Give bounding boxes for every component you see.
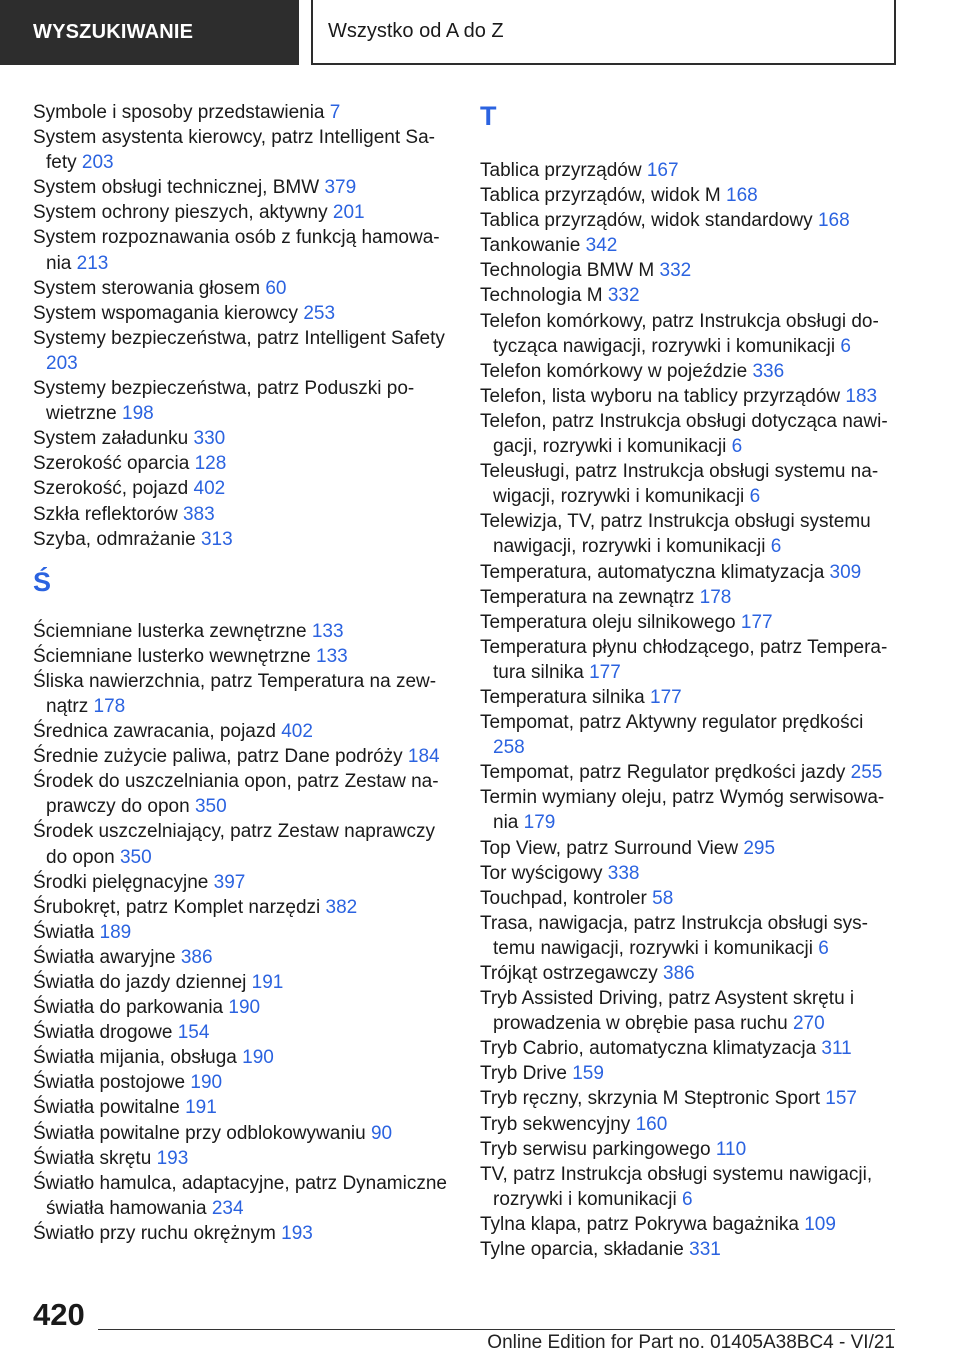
index-entry-text: Temperatura silnika xyxy=(480,686,645,708)
index-entry xyxy=(480,309,900,359)
index-entry xyxy=(480,384,900,409)
index-entry-text: Trójkąt ostrzegawczy xyxy=(480,963,658,984)
page-reference-link[interactable]: 6 xyxy=(818,937,829,959)
index-entry-text: Światła awaryjne xyxy=(33,946,176,968)
index-entry-text: Temperatura oleju silnikowego xyxy=(480,611,736,633)
index-entry xyxy=(480,359,900,384)
index-entry xyxy=(33,819,448,869)
index-entry xyxy=(480,1086,900,1111)
page-reference-link[interactable]: 350 xyxy=(119,846,152,868)
index-entry-text: Tryb sekwencyjny xyxy=(480,1113,631,1135)
page-reference-link[interactable]: 402 xyxy=(281,721,313,743)
index-entry xyxy=(480,585,900,610)
index-entry xyxy=(33,125,448,175)
index-entry-text: Symbole i sposoby przedstawienia xyxy=(33,102,325,123)
index-entry xyxy=(480,258,900,283)
page-reference-link[interactable]: 160 xyxy=(635,1113,668,1135)
section-title-box xyxy=(311,0,896,65)
index-entry xyxy=(480,1112,900,1137)
page-reference-link[interactable]: 177 xyxy=(589,661,621,683)
index-entry-text: Tablica przyrządów, widok M xyxy=(480,185,721,207)
index-entry-text: Ściemniane lusterka zewnętrzne xyxy=(33,620,307,642)
index-entry xyxy=(33,895,448,920)
page-reference-link[interactable]: 157 xyxy=(825,1088,857,1110)
index-entry xyxy=(33,100,448,125)
index-entry xyxy=(33,920,448,945)
index-entry xyxy=(33,669,448,719)
index-entry xyxy=(480,509,900,559)
index-entry xyxy=(480,1162,900,1212)
index-entry xyxy=(33,200,448,225)
page-reference-link[interactable]: 133 xyxy=(311,620,344,642)
index-column-right xyxy=(480,100,900,1262)
index-entry-text: Tempomat, patrz Regulator prędkości jazdy xyxy=(480,762,846,784)
page-reference-link[interactable]: 178 xyxy=(93,695,126,717)
index-entry-text: System załadunku xyxy=(33,428,189,450)
index-list-s xyxy=(33,100,448,552)
page-reference-link[interactable]: 159 xyxy=(572,1063,604,1085)
page-reference-link[interactable]: 203 xyxy=(46,352,78,374)
index-entry xyxy=(480,861,900,886)
index-entry xyxy=(480,1212,900,1237)
index-entry-text: Technologia BMW M xyxy=(480,260,655,282)
index-entry-text: Trasa, nawigacja, patrz Instrukcja obsługi systemu nawigacji, rozrywki i komunikacji xyxy=(480,912,868,959)
index-entry-text: Światła do jazdy dziennej xyxy=(33,972,247,993)
page-reference-link[interactable]: 184 xyxy=(407,746,440,768)
page-reference-link[interactable]: 338 xyxy=(607,862,640,884)
index-entry-text: Światło przy ruchu okrężnym xyxy=(33,1222,276,1244)
page-reference-link[interactable]: 190 xyxy=(228,997,261,1019)
page-reference-link[interactable]: 6 xyxy=(681,1188,693,1210)
index-entry-text: Tryb serwisu parkingowego xyxy=(480,1138,711,1160)
index-list-s-acute xyxy=(33,619,448,1246)
page-reference-link[interactable]: 177 xyxy=(740,611,773,633)
index-entry-text: Światła powitalne xyxy=(33,1097,180,1119)
index-entry-text: System ochrony pieszych, aktywny xyxy=(33,202,328,224)
index-entry xyxy=(480,785,900,835)
index-entry-text: Telefon, lista wyboru na tablicy przyrządów xyxy=(480,385,841,407)
page-reference-link[interactable]: 234 xyxy=(211,1197,244,1219)
index-entry xyxy=(480,1137,900,1162)
page-reference-link[interactable]: 6 xyxy=(731,436,743,458)
page-reference-link[interactable]: 168 xyxy=(726,185,758,207)
page-number: 420 xyxy=(33,1297,85,1332)
page-reference-link[interactable]: 255 xyxy=(850,762,883,784)
index-entry-text: Tor wyścigowy xyxy=(480,862,603,884)
index-entry xyxy=(33,995,448,1020)
section-letter-s-acute: Ś xyxy=(33,566,52,597)
page-reference-link[interactable]: 193 xyxy=(156,1147,189,1169)
index-entry-text: Światła drogowe xyxy=(33,1022,173,1044)
index-entry-text: TV, patrz Instrukcja obsługi systemu nawigacji, rozrywki i komunikacji xyxy=(480,1163,873,1210)
page-reference-link[interactable]: 386 xyxy=(663,963,695,984)
index-entry-text: Telefon, patrz Instrukcja obsługi dotycząca nawigacji, rozrywki i komunikacji xyxy=(480,410,888,458)
index-entry-text: Światła postojowe xyxy=(33,1072,186,1094)
index-entry xyxy=(33,945,448,970)
page-reference-link[interactable]: 383 xyxy=(182,503,215,525)
page-reference-link[interactable]: 213 xyxy=(76,252,109,274)
page-reference-link[interactable]: 313 xyxy=(200,528,233,550)
index-entry-text: Telefon komórkowy, patrz Instrukcja obsługi dotycząca nawigacji, rozrywki i komunikacji xyxy=(480,310,879,357)
page-reference-link[interactable]: 342 xyxy=(585,235,618,257)
index-entry-text: Telewizja, TV, patrz Instrukcja obsługi systemu nawigacji, rozrywki i komunikacji xyxy=(480,511,871,558)
index-entry-text: Tryb Assisted Driving, patrz Asystent skrętu i prowadzenia w obrębie pasa ruchu xyxy=(480,988,855,1035)
index-entry-text: Światła mijania, obsługa xyxy=(33,1047,237,1069)
index-entry-text: Teleusługi, patrz Instrukcja obsługi systemu nawigacji, rozrywki i komunikacji xyxy=(480,461,879,508)
page-reference-link[interactable]: 397 xyxy=(213,871,246,893)
section-letter-t: T xyxy=(480,101,497,131)
index-entry-text: Temperatura płynu chłodzącego, patrz Temperatura silnika xyxy=(480,636,888,683)
page-reference-link[interactable]: 6 xyxy=(749,486,761,508)
index-entry xyxy=(480,911,900,961)
page-reference-link[interactable]: 7 xyxy=(329,102,341,123)
page-reference-link[interactable]: 203 xyxy=(81,152,114,174)
index-entry xyxy=(33,870,448,895)
page-reference-link[interactable]: 133 xyxy=(316,645,348,667)
index-entry-text: Tablica przyrządów xyxy=(480,160,642,181)
page-reference-link[interactable]: 382 xyxy=(325,896,358,918)
page-reference-link[interactable]: 189 xyxy=(99,921,132,943)
page-reference-link[interactable]: 309 xyxy=(829,561,862,583)
page-reference-link[interactable]: 270 xyxy=(792,1013,825,1035)
index-entry-text: Śrubokręt, patrz Komplet narzędzi xyxy=(33,896,321,918)
index-entry-text: Tankowanie xyxy=(480,235,581,257)
index-entry xyxy=(480,710,900,760)
index-entry-text: Środek do uszczelniania opon, patrz Zestaw naprawczy do opon xyxy=(33,771,439,818)
page-reference-link[interactable]: 311 xyxy=(821,1038,852,1060)
page-reference-link[interactable]: 258 xyxy=(493,737,525,759)
index-entry-text: Telefon komórkowy w pojeździe xyxy=(480,360,748,382)
page-reference-link[interactable]: 379 xyxy=(324,177,357,199)
index-entry xyxy=(33,276,448,301)
index-entry-text: Tylna klapa, patrz Pokrywa bagażnika xyxy=(480,1213,799,1235)
index-entry xyxy=(33,225,448,275)
page-reference-link[interactable]: 201 xyxy=(332,202,365,224)
page-reference-link[interactable]: 177 xyxy=(650,686,682,708)
index-entry xyxy=(33,527,448,552)
page-reference-link[interactable]: 179 xyxy=(523,812,556,834)
index-entry xyxy=(480,208,900,233)
index-entry xyxy=(33,1020,448,1045)
index-entry-text: Tryb Drive xyxy=(480,1063,567,1085)
index-entry-text: Środek uszczelniający, patrz Zestaw naprawczy do opon xyxy=(33,821,435,868)
index-entry-text: Termin wymiany oleju, patrz Wymóg serwisowania xyxy=(480,787,885,834)
index-entry-text: Tryb Cabrio, automatyczna klimatyzacja xyxy=(480,1038,817,1060)
page-reference-link[interactable]: 178 xyxy=(699,586,732,608)
index-entry-text: System rozpoznawania osób z funkcją hamowania xyxy=(33,227,440,274)
index-entry xyxy=(33,502,448,527)
page-reference-link[interactable]: 191 xyxy=(185,1097,217,1119)
index-entry xyxy=(480,610,900,635)
footer-divider xyxy=(98,1329,895,1330)
index-entry xyxy=(33,1045,448,1070)
index-entry-text: System asystenta kierowcy, patrz Intelligent Safety xyxy=(33,127,435,174)
index-entry xyxy=(480,760,900,785)
header-tab[interactable] xyxy=(0,0,299,65)
index-entry-text: Systemy bezpieczeństwa, patrz Intelligent Safety xyxy=(33,327,445,349)
index-entry xyxy=(33,175,448,200)
page-reference-link[interactable]: 109 xyxy=(804,1213,836,1235)
page-reference-link[interactable]: 60 xyxy=(265,277,287,299)
index-entry-text: System wspomagania kierowcy xyxy=(33,302,299,324)
index-entry xyxy=(33,769,448,819)
page-reference-link[interactable]: 168 xyxy=(817,210,850,232)
index-entry xyxy=(480,409,900,459)
index-entry xyxy=(480,1061,900,1086)
index-entry-text: Technologia M xyxy=(480,285,603,307)
index-entry-text: Szyba, odmrażanie xyxy=(33,528,196,550)
index-entry xyxy=(480,459,900,509)
index-entry-text: Światła skrętu xyxy=(33,1147,152,1169)
index-entry-text: Światła do parkowania xyxy=(33,997,224,1019)
index-entry xyxy=(33,1095,448,1120)
index-entry xyxy=(33,644,448,669)
page-reference-link[interactable]: 58 xyxy=(652,887,674,909)
index-entry xyxy=(33,426,448,451)
index-entry xyxy=(33,301,448,326)
index-entry xyxy=(33,326,448,376)
page-reference-link[interactable]: 6 xyxy=(770,536,782,558)
footer-edition: Online Edition for Part no. 01405A38BC4 - VI/21 xyxy=(487,1332,895,1353)
index-entry xyxy=(33,619,448,644)
index-entry xyxy=(33,1146,448,1171)
index-entry-text: Światła powitalne przy odblokowywaniu xyxy=(33,1122,366,1144)
index-entry-text: System sterowania głosem xyxy=(33,277,261,299)
index-entry-text: Środki pielęgnacyjne xyxy=(33,871,209,893)
index-entry xyxy=(33,744,448,769)
page-reference-link[interactable]: 193 xyxy=(281,1222,313,1244)
index-entry xyxy=(480,183,900,208)
index-entry-text: Temperatura, automatyczna klimatyzacja xyxy=(480,561,825,583)
page-reference-link[interactable]: 154 xyxy=(177,1022,210,1044)
index-entry xyxy=(480,233,900,258)
index-entry-text: Szerokość, pojazd xyxy=(33,478,189,500)
index-entry xyxy=(480,635,900,685)
index-entry-text: Touchpad, kontroler xyxy=(480,887,647,909)
index-entry xyxy=(480,158,900,183)
index-entry xyxy=(33,1171,448,1221)
index-entry-text: System obsługi technicznej, BMW xyxy=(33,177,320,199)
index-entry xyxy=(480,685,900,710)
index-entry xyxy=(480,560,900,585)
page-reference-link[interactable]: 128 xyxy=(194,453,227,475)
index-entry xyxy=(33,451,448,476)
page-reference-link[interactable]: 253 xyxy=(303,302,336,324)
index-entry-text: Światło hamulca, adaptacyjne, patrz Dynamiczne światła hamowania xyxy=(33,1172,447,1219)
page-reference-link[interactable]: 190 xyxy=(190,1072,223,1094)
index-entry-text: Szkła reflektorów xyxy=(33,503,178,525)
index-entry-text: Tylne oparcia, składanie xyxy=(480,1239,684,1261)
index-column-left xyxy=(33,100,448,1246)
index-entry xyxy=(33,719,448,744)
index-entry xyxy=(33,376,448,426)
index-entry-text: Ściemniane lusterko wewnętrzne xyxy=(33,645,311,667)
page-reference-link[interactable]: 330 xyxy=(193,428,226,450)
index-entry xyxy=(480,986,900,1036)
index-entry-text: Tempomat, patrz Aktywny regulator prędkości xyxy=(480,712,864,734)
page-reference-link[interactable]: 191 xyxy=(251,972,284,993)
section-title: Wszystko od A do Z xyxy=(328,20,504,42)
page-reference-link[interactable]: 190 xyxy=(242,1047,274,1069)
index-entry xyxy=(480,886,900,911)
index-entry xyxy=(33,1070,448,1095)
page-reference-link[interactable]: 332 xyxy=(607,285,640,307)
page-reference-link[interactable]: 110 xyxy=(715,1138,747,1160)
index-entry-text: Systemy bezpieczeństwa, patrz Poduszki powietrzne xyxy=(33,378,415,425)
page-reference-link[interactable]: 198 xyxy=(122,403,154,425)
page-reference-link[interactable]: 331 xyxy=(689,1239,721,1261)
page-reference-link[interactable]: 6 xyxy=(840,335,851,357)
page-reference-link[interactable]: 336 xyxy=(752,360,785,382)
index-entry-text: Temperatura na zewnątrz xyxy=(480,586,695,608)
index-entry xyxy=(480,283,900,308)
page-reference-link[interactable]: 332 xyxy=(659,260,692,282)
page-reference-link[interactable]: 90 xyxy=(370,1122,393,1144)
index-list-t xyxy=(480,158,900,1262)
index-entry-text: Średnie zużycie paliwa, patrz Dane podróży xyxy=(33,746,403,768)
page-reference-link[interactable]: 402 xyxy=(193,478,226,500)
index-entry xyxy=(480,836,900,861)
index-entry-text: Światła xyxy=(33,921,95,943)
index-entry-text: Średnica zawracania, pojazd xyxy=(33,721,276,743)
index-entry xyxy=(480,1036,900,1061)
page-reference-link[interactable]: 386 xyxy=(180,946,213,968)
page-reference-link[interactable]: 167 xyxy=(646,160,679,181)
index-entry-text: Śliska nawierzchnia, patrz Temperatura na zewnątrz xyxy=(33,670,437,717)
index-entry xyxy=(480,961,900,986)
index-entry-text: Szerokość oparcia xyxy=(33,453,190,475)
index-entry xyxy=(480,1237,900,1262)
index-entry xyxy=(33,1221,448,1246)
index-entry-text: Tablica przyrządów, widok standardowy xyxy=(480,210,813,232)
page-reference-link[interactable]: 350 xyxy=(194,796,227,818)
index-entry-text: Tryb ręczny, skrzynia M Steptronic Sport xyxy=(480,1088,820,1110)
index-entry xyxy=(33,970,448,995)
header-tab-label: WYSZUKIWANIE xyxy=(33,21,194,43)
page-reference-link[interactable]: 295 xyxy=(743,837,776,859)
index-entry xyxy=(33,1121,448,1146)
index-entry xyxy=(33,476,448,501)
page-reference-link[interactable]: 183 xyxy=(845,385,878,407)
index-entry-text: Top View, patrz Surround View xyxy=(480,837,739,859)
